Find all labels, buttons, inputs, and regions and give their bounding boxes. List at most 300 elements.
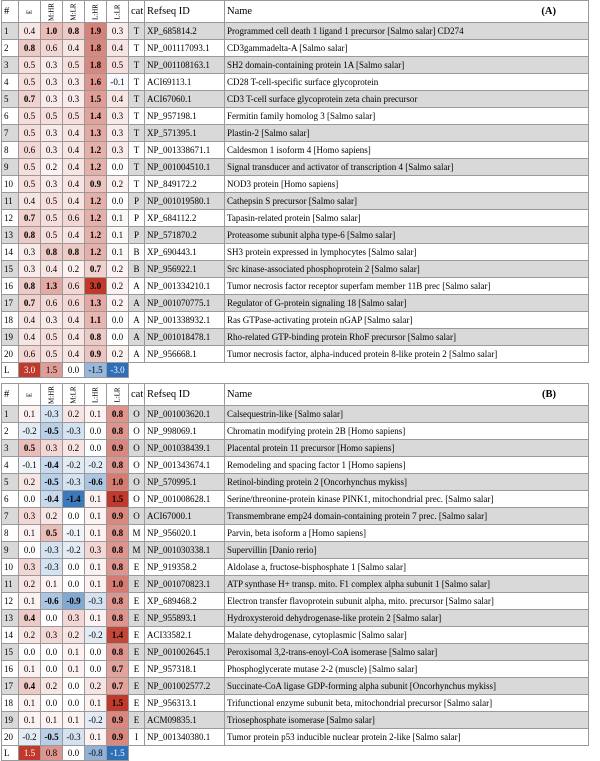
value-cell: 0.0 <box>107 193 129 210</box>
value-cell: 0.1 <box>19 525 41 542</box>
refseq-cell: ACI67060.1 <box>145 91 225 108</box>
value-cell: 1.2 <box>85 159 107 176</box>
refseq-cell: XP_685814.2 <box>145 23 225 40</box>
value-cell: 0.3 <box>19 559 41 576</box>
value-cell: 0.0 <box>41 644 63 661</box>
category-cell: M <box>129 542 145 559</box>
header-col-label: M:LR <box>69 385 77 404</box>
value-cell: 0.1 <box>85 576 107 593</box>
value-cell: 0.0 <box>85 440 107 457</box>
value-cell: 0.0 <box>19 542 41 559</box>
refseq-cell: NP_001340380.1 <box>145 729 225 746</box>
category-cell: T <box>129 142 145 159</box>
table-row <box>2 406 589 423</box>
value-cell: 0.5 <box>41 108 63 125</box>
header-col-3 <box>85 1 107 23</box>
category-cell: P <box>129 227 145 244</box>
name-cell: Fermitin family homolog 3 [Salmo salar] <box>225 108 589 125</box>
legend-swatch: 0.0 <box>63 746 85 761</box>
row-number: 3 <box>2 440 19 457</box>
value-cell: 0.4 <box>63 346 85 363</box>
value-cell: 0.8 <box>107 457 129 474</box>
value-cell: 0.3 <box>19 244 41 261</box>
name-cell: Ras GTPase-activating protein nGAP [Salmo salar] <box>225 312 589 329</box>
legend-swatch: 1.5 <box>19 746 41 761</box>
value-cell: 0.7 <box>19 295 41 312</box>
refseq-cell: NP_001004510.1 <box>145 159 225 176</box>
value-cell: 0.2 <box>107 295 129 312</box>
value-cell: 0.1 <box>63 712 85 729</box>
value-cell: 0.1 <box>85 406 107 423</box>
row-number: 15 <box>2 261 19 278</box>
table-row <box>2 23 589 40</box>
value-cell: -0.3 <box>41 559 63 576</box>
row-number: 14 <box>2 627 19 644</box>
value-cell: 0.1 <box>19 406 41 423</box>
value-cell: -0.4 <box>41 491 63 508</box>
table-row <box>2 346 589 363</box>
row-number: 1 <box>2 23 19 40</box>
table-row <box>2 278 589 295</box>
value-cell: 1.3 <box>41 278 63 295</box>
value-cell: 0.2 <box>63 406 85 423</box>
header-col-label: L:HR <box>91 3 99 20</box>
value-cell: 0.0 <box>107 159 129 176</box>
legend-label: L <box>2 746 19 761</box>
name-cell: CD3gammadelta-A [Salmo salar] <box>225 40 589 57</box>
value-cell: -0.1 <box>19 457 41 474</box>
header-col-label: L:LR <box>113 386 121 403</box>
value-cell: 0.4 <box>63 125 85 142</box>
header-name-label: Name <box>227 388 253 400</box>
refseq-cell: XP_689468.2 <box>145 593 225 610</box>
value-cell: 0.3 <box>41 91 63 108</box>
value-cell: 1.2 <box>85 210 107 227</box>
legend-label: L <box>2 363 19 378</box>
value-cell: 0.5 <box>63 108 85 125</box>
value-cell: -0.2 <box>85 457 107 474</box>
table-row <box>2 576 589 593</box>
value-cell: 0.6 <box>63 295 85 312</box>
row-number: 20 <box>2 729 19 746</box>
refseq-cell: NP_955893.1 <box>145 610 225 627</box>
value-cell: -0.3 <box>85 593 107 610</box>
value-cell: -0.3 <box>63 729 85 746</box>
row-number: 13 <box>2 610 19 627</box>
value-cell: -0.3 <box>63 474 85 491</box>
refseq-cell: NP_001018478.1 <box>145 329 225 346</box>
header-col-1 <box>41 1 63 23</box>
value-cell: 0.4 <box>63 329 85 346</box>
value-cell: 0.1 <box>41 712 63 729</box>
value-cell: 0.5 <box>19 440 41 457</box>
name-cell: Transmembrane emp24 domain-containing protein 7 prec. [Salmo salar] <box>225 508 589 525</box>
category-cell: A <box>129 295 145 312</box>
row-number: 7 <box>2 508 19 525</box>
value-cell: 0.3 <box>63 91 85 108</box>
value-cell: 1.5 <box>107 491 129 508</box>
row-number: 15 <box>2 644 19 661</box>
category-cell: E <box>129 627 145 644</box>
header-col-0 <box>19 384 41 406</box>
name-cell: Proteasome subunit alpha type-6 [Salmo salar] <box>225 227 589 244</box>
table-row <box>2 261 589 278</box>
refseq-cell: NP_956922.1 <box>145 261 225 278</box>
refseq-cell: XP_571395.1 <box>145 125 225 142</box>
value-cell: 0.5 <box>41 525 63 542</box>
table-row <box>2 91 589 108</box>
value-cell: 0.4 <box>63 312 85 329</box>
value-cell: 0.3 <box>107 142 129 159</box>
category-cell: O <box>129 406 145 423</box>
refseq-cell: XP_684112.2 <box>145 210 225 227</box>
category-cell: T <box>129 108 145 125</box>
row-number: 3 <box>2 57 19 74</box>
category-cell: I <box>129 729 145 746</box>
table-row <box>2 695 589 712</box>
refseq-cell: NP_001108163.1 <box>145 57 225 74</box>
name-cell: Succinate-CoA ligase GDP-forming alpha subunit [Oncorhynchus mykiss] <box>225 678 589 695</box>
table-row <box>2 244 589 261</box>
header-col-label: M:LR <box>69 2 77 21</box>
legend-swatch: 1.5 <box>41 363 63 378</box>
name-cell: Trifunctional enzyme subunit beta, mitochondrial precursor [Salmo salar] <box>225 695 589 712</box>
name-cell: SH2 domain-containing protein 1A [Salmo salar] <box>225 57 589 74</box>
value-cell: -0.4 <box>41 457 63 474</box>
category-cell: E <box>129 559 145 576</box>
name-cell: SH3 protein expressed in lymphocytes [Salmo salar] <box>225 244 589 261</box>
value-cell: 0.2 <box>107 261 129 278</box>
refseq-cell: NP_001002645.1 <box>145 644 225 661</box>
name-cell: Retinol-binding protein 2 [Oncorhynchus mykiss] <box>225 474 589 491</box>
header-col-label: E <box>25 9 33 14</box>
table-row <box>2 40 589 57</box>
value-cell: 0.0 <box>85 644 107 661</box>
value-cell: 0.8 <box>107 559 129 576</box>
category-cell: A <box>129 278 145 295</box>
value-cell: -0.2 <box>19 729 41 746</box>
value-cell: 0.8 <box>41 244 63 261</box>
category-cell: T <box>129 23 145 40</box>
legend-blank <box>129 363 589 378</box>
table-row <box>2 108 589 125</box>
header-col-1 <box>41 384 63 406</box>
value-cell: 0.3 <box>41 440 63 457</box>
value-cell: 1.0 <box>107 474 129 491</box>
value-cell: 0.4 <box>19 193 41 210</box>
value-cell: 1.3 <box>85 125 107 142</box>
value-cell: 0.2 <box>41 159 63 176</box>
category-cell: O <box>129 457 145 474</box>
refseq-cell: NP_001030338.1 <box>145 542 225 559</box>
header-col-4 <box>107 384 129 406</box>
category-cell: E <box>129 661 145 678</box>
value-cell: 0.0 <box>41 661 63 678</box>
value-cell: 0.2 <box>63 627 85 644</box>
category-cell: T <box>129 40 145 57</box>
value-cell: 0.4 <box>19 312 41 329</box>
value-cell: 0.4 <box>19 329 41 346</box>
table-row <box>2 227 589 244</box>
value-cell: 0.1 <box>19 593 41 610</box>
value-cell: 0.4 <box>19 678 41 695</box>
name-cell: Triosephosphate isomerase [Salmo salar] <box>225 712 589 729</box>
value-cell: -0.3 <box>41 542 63 559</box>
name-cell: Supervillin [Danio rerio] <box>225 542 589 559</box>
value-cell: 0.2 <box>19 576 41 593</box>
value-cell: 0.8 <box>107 406 129 423</box>
name-cell: Programmed cell death 1 ligand 1 precursor [Salmo salar] CD274 <box>225 23 589 40</box>
value-cell: 0.0 <box>85 423 107 440</box>
value-cell: -1.4 <box>63 491 85 508</box>
header-col-label: L:HR <box>91 386 99 403</box>
value-cell: 0.7 <box>19 210 41 227</box>
header-col-label: L:LR <box>113 3 121 20</box>
value-cell: 0.3 <box>19 261 41 278</box>
category-cell: B <box>129 244 145 261</box>
value-cell: 0.5 <box>19 57 41 74</box>
value-cell: 0.4 <box>63 176 85 193</box>
table-row <box>2 644 589 661</box>
row-number: 1 <box>2 406 19 423</box>
value-cell: -0.1 <box>63 525 85 542</box>
value-cell: 0.1 <box>107 210 129 227</box>
table-row <box>2 125 589 142</box>
panel-table <box>1 383 589 761</box>
row-number: 6 <box>2 108 19 125</box>
value-cell: -0.2 <box>19 423 41 440</box>
category-cell: O <box>129 423 145 440</box>
row-number: 12 <box>2 593 19 610</box>
category-cell: E <box>129 644 145 661</box>
category-cell: O <box>129 474 145 491</box>
value-cell: 0.5 <box>19 176 41 193</box>
table-row <box>2 312 589 329</box>
legend-blank <box>129 746 589 761</box>
value-cell: 0.3 <box>41 142 63 159</box>
name-cell: Plastin-2 [Salmo salar] <box>225 125 589 142</box>
value-cell: 0.2 <box>107 346 129 363</box>
table-row <box>2 329 589 346</box>
refseq-cell: NP_957198.1 <box>145 108 225 125</box>
table-row <box>2 193 589 210</box>
value-cell: 0.8 <box>107 423 129 440</box>
header-col-0 <box>19 1 41 23</box>
row-number: 12 <box>2 210 19 227</box>
value-cell: 0.8 <box>19 227 41 244</box>
value-cell: 0.4 <box>63 40 85 57</box>
table-row <box>2 593 589 610</box>
name-cell: Aldolase a, fructose-bisphosphate 1 [Salmo salar] <box>225 559 589 576</box>
category-cell: O <box>129 491 145 508</box>
row-number: 17 <box>2 295 19 312</box>
category-cell: O <box>129 508 145 525</box>
header-row <box>2 384 589 406</box>
value-cell: 0.8 <box>63 244 85 261</box>
value-cell: 0.9 <box>107 440 129 457</box>
category-cell: B <box>129 261 145 278</box>
name-cell: CD28 T-cell-specific surface glycoprotein <box>225 74 589 91</box>
refseq-cell: ACI67000.1 <box>145 508 225 525</box>
value-cell: -0.2 <box>85 712 107 729</box>
value-cell: 0.4 <box>107 40 129 57</box>
table-row <box>2 508 589 525</box>
value-cell: 1.4 <box>107 627 129 644</box>
value-cell: 0.0 <box>107 329 129 346</box>
value-cell: 0.5 <box>19 159 41 176</box>
refseq-cell: NP_998069.1 <box>145 423 225 440</box>
value-cell: 0.8 <box>107 525 129 542</box>
refseq-cell: NP_919358.2 <box>145 559 225 576</box>
category-cell: T <box>129 57 145 74</box>
category-cell: O <box>129 440 145 457</box>
value-cell: 0.5 <box>41 329 63 346</box>
value-cell: 1.3 <box>85 295 107 312</box>
refseq-cell: NP_001117093.1 <box>145 40 225 57</box>
value-cell: 0.3 <box>41 312 63 329</box>
legend-swatch: -1.5 <box>107 746 129 761</box>
value-cell: 0.3 <box>107 23 129 40</box>
table-row <box>2 627 589 644</box>
value-cell: 0.1 <box>107 227 129 244</box>
value-cell: 0.3 <box>85 542 107 559</box>
value-cell: 0.2 <box>19 474 41 491</box>
value-cell: 0.3 <box>41 57 63 74</box>
name-cell: CD3 T-cell surface glycoprotein zeta chain precursor <box>225 91 589 108</box>
refseq-cell: NP_001343674.1 <box>145 457 225 474</box>
category-cell: P <box>129 193 145 210</box>
value-cell: 0.4 <box>63 193 85 210</box>
table-row <box>2 142 589 159</box>
header-name-label: Name <box>227 5 253 17</box>
header-col-2 <box>63 1 85 23</box>
name-cell: Parvin, beta isoform a [Homo sapiens] <box>225 525 589 542</box>
row-number: 11 <box>2 576 19 593</box>
category-cell: E <box>129 678 145 695</box>
value-cell: 0.6 <box>19 142 41 159</box>
value-cell: 1.2 <box>85 244 107 261</box>
value-cell: 0.7 <box>107 678 129 695</box>
name-cell: NOD3 protein [Homo sapiens] <box>225 176 589 193</box>
row-number: 9 <box>2 542 19 559</box>
header-hash: # <box>2 1 19 23</box>
value-cell: 1.2 <box>85 227 107 244</box>
row-number: 11 <box>2 193 19 210</box>
category-cell: T <box>129 74 145 91</box>
legend-swatch: -0.8 <box>85 746 107 761</box>
row-number: 19 <box>2 329 19 346</box>
panel-table <box>1 0 589 378</box>
category-cell: E <box>129 593 145 610</box>
row-number: 17 <box>2 678 19 695</box>
panel-letter: (A) <box>541 5 556 17</box>
value-cell: 0.6 <box>63 278 85 295</box>
refseq-cell: NP_001070823.1 <box>145 576 225 593</box>
category-cell: P <box>129 210 145 227</box>
row-number: 7 <box>2 125 19 142</box>
name-cell: Tumor necrosis factor receptor superfam member 11B prec [Salmo salar] <box>225 278 589 295</box>
value-cell: 0.0 <box>63 678 85 695</box>
value-cell: 0.1 <box>85 729 107 746</box>
name-cell: Regulator of G-protein signaling 18 [Salmo salar] <box>225 295 589 312</box>
header-refseq: Refseq ID <box>145 384 225 406</box>
table-row <box>2 176 589 193</box>
value-cell: 0.3 <box>63 74 85 91</box>
table-row <box>2 661 589 678</box>
value-cell: 0.2 <box>63 440 85 457</box>
refseq-cell: NP_001338671.1 <box>145 142 225 159</box>
refseq-cell: NP_956668.1 <box>145 346 225 363</box>
row-number: 10 <box>2 559 19 576</box>
table-row <box>2 295 589 312</box>
value-cell: -0.2 <box>63 542 85 559</box>
value-cell: 0.2 <box>63 261 85 278</box>
value-cell: 0.6 <box>63 210 85 227</box>
category-cell: T <box>129 91 145 108</box>
value-cell: 1.5 <box>107 695 129 712</box>
name-cell: Malate dehydrogenase, cytoplasmic [Salmo salar] <box>225 627 589 644</box>
header-cat: cat <box>129 384 145 406</box>
row-number: 18 <box>2 312 19 329</box>
value-cell: 0.2 <box>107 278 129 295</box>
value-cell: 0.7 <box>107 661 129 678</box>
value-cell: 0.4 <box>63 227 85 244</box>
row-number: 16 <box>2 661 19 678</box>
value-cell: 0.1 <box>19 661 41 678</box>
value-cell: 1.1 <box>85 312 107 329</box>
value-cell: 0.8 <box>85 329 107 346</box>
name-cell: ATP synthase H+ transp. mito. F1 complex alpha subunit 1 [Salmo salar] <box>225 576 589 593</box>
row-number: 9 <box>2 159 19 176</box>
category-cell: E <box>129 712 145 729</box>
row-number: 8 <box>2 142 19 159</box>
header-refseq: Refseq ID <box>145 1 225 23</box>
value-cell: 0.9 <box>85 346 107 363</box>
value-cell: 0.0 <box>41 610 63 627</box>
value-cell: 0.5 <box>41 346 63 363</box>
value-cell: 0.8 <box>19 40 41 57</box>
value-cell: 0.9 <box>85 176 107 193</box>
value-cell: 0.5 <box>107 57 129 74</box>
refseq-cell: NP_001338932.1 <box>145 312 225 329</box>
refseq-cell: NP_001038439.1 <box>145 440 225 457</box>
refseq-cell: NP_571870.2 <box>145 227 225 244</box>
row-number: 4 <box>2 457 19 474</box>
value-cell: -0.5 <box>41 423 63 440</box>
value-cell: -0.2 <box>85 627 107 644</box>
value-cell: 0.4 <box>107 91 129 108</box>
value-cell: 0.3 <box>41 627 63 644</box>
value-cell: 0.1 <box>19 695 41 712</box>
header-name <box>225 1 589 23</box>
value-cell: 0.3 <box>107 108 129 125</box>
value-cell: 0.8 <box>63 23 85 40</box>
row-number: 13 <box>2 227 19 244</box>
value-cell: -0.2 <box>63 457 85 474</box>
refseq-cell: NP_849172.2 <box>145 176 225 193</box>
value-cell: 0.7 <box>19 91 41 108</box>
value-cell: 0.3 <box>41 74 63 91</box>
category-cell: E <box>129 610 145 627</box>
name-cell: Tapasin-related protein [Salmo salar] <box>225 210 589 227</box>
value-cell: 0.1 <box>85 610 107 627</box>
table-row <box>2 457 589 474</box>
value-cell: 0.1 <box>85 559 107 576</box>
value-cell: -0.1 <box>107 74 129 91</box>
category-cell: E <box>129 695 145 712</box>
table-row <box>2 610 589 627</box>
value-cell: -0.3 <box>41 406 63 423</box>
